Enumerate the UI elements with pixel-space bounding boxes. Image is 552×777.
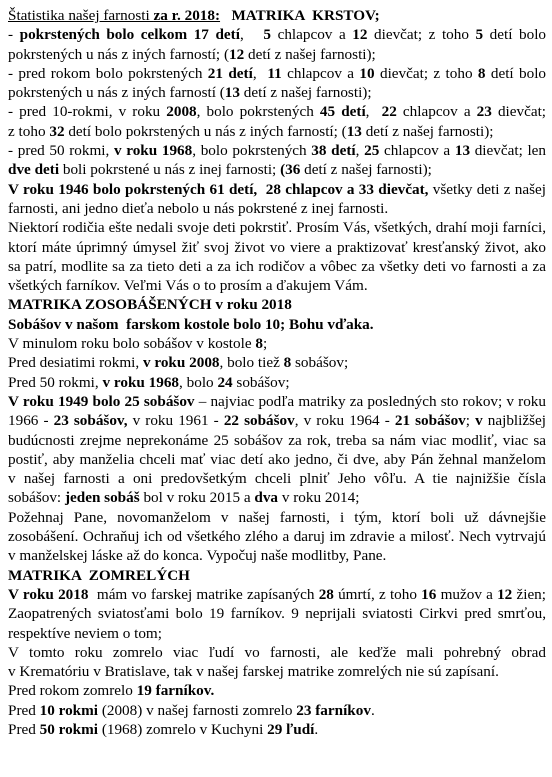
text-line — [8, 431, 546, 450]
text-line — [8, 566, 546, 585]
text-span: detí bolo pokrstených u nás z iných farností; ( — [64, 122, 347, 140]
text-span: Požehnaj Pane, novomanželom v našej farnosti, i tým, ktorí boli už dávnejšie — [8, 508, 546, 526]
text-span: v — [475, 412, 483, 430]
text-span: pokrstených bolo celkom 17 detí — [19, 26, 240, 44]
text-line — [8, 334, 546, 353]
text-line — [8, 315, 546, 334]
text-span: , — [355, 142, 365, 160]
text-span: v roku 1968 — [113, 142, 193, 160]
text-span: 8 — [477, 64, 486, 82]
text-span: 22 — [381, 103, 397, 121]
text-span: z toho — [8, 122, 50, 140]
text-span: v roku 1968 — [102, 373, 180, 391]
text-span: 12 — [497, 585, 513, 603]
text-span: dievčat; z toho — [374, 64, 478, 82]
text-span: dievčat; len — [470, 142, 547, 160]
text-span: - pred rokom bolo pokrstených — [8, 64, 208, 82]
text-span: 23 farníkov — [296, 701, 371, 719]
text-span: pokrstených u nás z iných farností; ( — [8, 45, 230, 63]
text-line — [8, 585, 546, 604]
text-line — [8, 6, 546, 25]
text-span: 38 detí — [311, 142, 356, 160]
text-span: detí bolo — [485, 64, 547, 82]
text-span: Pred — [8, 720, 40, 738]
text-line — [8, 295, 546, 314]
text-span: respektíve neviem o tom; — [8, 624, 162, 642]
text-line — [8, 180, 546, 199]
text-line — [8, 604, 546, 623]
text-span: detí z našej farnosti); — [239, 84, 372, 102]
text-span: V tomto roku zomrelo viac ľudí vo farnosti, ale keďže mali pohrebný obrad — [8, 643, 546, 661]
text-span: 10 rokmi — [39, 701, 99, 719]
text-span: v našej farnosti a oni predovšetkým chceli plniť Jeho vôľu. A tie najnižšie čísla — [8, 470, 546, 488]
text-span: (2008) v našej farnosti zomrelo — [98, 701, 297, 719]
text-span: 21 sobášov — [394, 412, 466, 430]
text-span: Pred 50 rokmi, — [8, 373, 103, 391]
text-line — [8, 643, 546, 662]
text-line — [8, 83, 546, 102]
text-span: V roku 2018 — [8, 585, 89, 603]
text-span: MATRIKA ZOMRELÝCH — [8, 566, 190, 584]
text-line — [8, 102, 546, 121]
text-span: 12 — [352, 26, 368, 44]
text-line — [8, 624, 546, 643]
text-span: 5 — [263, 26, 272, 44]
text-span: - pred 10-rokmi, v roku — [8, 103, 167, 121]
text-line — [8, 701, 546, 720]
text-span: jeden sobáš — [64, 489, 140, 507]
text-span: za r. 2018: — [153, 7, 221, 24]
text-line — [8, 527, 546, 546]
text-span: 24 — [217, 373, 233, 391]
text-span: dve deti — [8, 161, 60, 179]
text-span: V roku 1949 bolo 25 sobášov — [8, 392, 195, 410]
text-span: všetkých farníkov. Veľmi Vás o to prosím a ďakujem Vám. — [8, 277, 368, 295]
text-span: dva — [254, 489, 279, 507]
text-span: ; — [465, 412, 476, 430]
text-span: (1968) zomrelo v Kuchyni — [98, 720, 268, 738]
text-span: v roku 1961 - — [127, 412, 224, 430]
text-span: 2008 — [166, 103, 197, 121]
text-span: žien; — [512, 585, 546, 603]
text-span: - — [8, 26, 20, 44]
text-span: 22 sobášov — [223, 412, 295, 430]
text-line — [8, 681, 546, 700]
text-line — [8, 122, 546, 141]
text-span: - pred 50 rokmi, — [8, 142, 114, 160]
text-span: detí z našej farnosti); — [244, 45, 376, 63]
text-span: detí z našej farnosti); — [300, 161, 432, 179]
text-span: 13 — [224, 84, 240, 102]
text-span: mám vo farskej matrike zapísaných — [88, 585, 319, 603]
text-span: detí z našej farnosti); — [361, 122, 494, 140]
text-span: Zaopatrených sviatosťami bolo 19 farníkov. 9 neprijali sviatosti Cirkvi pred smrťou, — [8, 605, 546, 623]
text-line — [8, 469, 546, 488]
text-line — [8, 353, 546, 372]
text-span: sobášov; — [232, 373, 290, 391]
text-span: pokrstených u nás z iných farností ( — [8, 84, 225, 102]
text-span: dievčat; — [491, 103, 547, 121]
text-span: Niektorí rodičia ešte nedali svoje deti pokrstiť. Prosím Vás, všetkých, drahí moji farníci, — [8, 219, 546, 237]
text-line — [8, 160, 546, 179]
text-span: 21 detí — [207, 64, 253, 82]
text-span: 10 — [359, 64, 375, 82]
text-span: 13 — [454, 142, 471, 160]
text-span: 23 — [476, 103, 492, 121]
text-span: , v roku 1964 - — [294, 412, 395, 430]
text-span: , — [365, 103, 382, 121]
text-span: Pred desiatimi rokmi, — [8, 354, 143, 372]
text-line — [8, 141, 546, 160]
text-span: v roku 2014; — [278, 489, 360, 507]
text-span: 8 — [255, 335, 263, 353]
text-span: sobášov: — [8, 489, 65, 507]
text-line — [8, 64, 546, 83]
text-span: 1966 - — [8, 412, 54, 430]
text-span: úmrtí, z toho — [333, 585, 422, 603]
text-span: mužov a — [436, 585, 498, 603]
text-span: budúcnosti zrejme neprekonáme 25 sobášov za rok, treba sa nám viac modliť, viac sa — [8, 431, 546, 449]
text-line — [8, 276, 546, 295]
text-span: chlapcov a — [379, 142, 455, 160]
text-span: V roku 1946 bolo pokrstených 61 detí, 28 chlapcov a 33 dievčat, — [8, 180, 429, 198]
text-line — [8, 450, 546, 469]
text-span: , bolo — [179, 373, 218, 391]
text-span: Štatistika našej farnosti — [8, 7, 154, 24]
text-span: 45 detí — [319, 103, 366, 121]
text-span: , — [239, 26, 264, 44]
text-line — [8, 238, 546, 257]
text-span: 29 ľudí — [267, 720, 315, 738]
text-span: postiť, aby manželia chceli mať viac detí ako jedno, či dve, aby Pán žehnal manželom — [8, 450, 546, 468]
text-span: 19 farníkov. — [136, 682, 215, 700]
text-line — [8, 662, 546, 681]
text-span: najbližšej — [482, 412, 546, 430]
text-span: v roku 2008 — [142, 354, 220, 372]
text-span: 23 sobášov, — [53, 412, 128, 430]
text-span: Pred — [8, 701, 40, 719]
text-span: 28 — [318, 585, 334, 603]
text-span: 8 — [283, 354, 292, 372]
text-span: 12 — [229, 45, 245, 63]
text-span: dievčat; z toho — [367, 26, 476, 44]
text-span: V minulom roku bolo sobášov v kostole — [8, 335, 256, 353]
text-span: chlapcov a — [271, 26, 353, 44]
text-span: . — [370, 701, 375, 719]
text-span: – najviac podľa matriky za posledných sto rokov; v roku — [194, 392, 546, 410]
text-span: zosobášení. Ochraňuj ich od všetkého zlého a daruj im zdravie a milosť. Nech vytrvajú — [8, 528, 546, 546]
text-span: Pred rokom zomrelo — [8, 682, 137, 700]
text-span: , — [252, 64, 268, 82]
text-span: MATRIKA KRSTOV; — [220, 7, 380, 24]
text-span: Sobášov v našom farskom kostole bolo 10; Bohu vďaka. — [8, 315, 374, 333]
text-line — [8, 508, 546, 527]
text-span: 11 — [267, 64, 282, 82]
text-span: 50 rokmi — [39, 720, 99, 738]
text-line — [8, 720, 546, 739]
text-span: všetky deti z našej — [428, 180, 546, 198]
text-line — [8, 411, 546, 430]
text-line — [8, 218, 546, 237]
text-span: , bolo tiež — [219, 354, 284, 372]
text-span: sa patrí, modlite sa za tieto deti a za ich rodičov a vôbec za všetky deti vo farnosti a za — [8, 257, 546, 275]
text-line — [8, 45, 546, 64]
text-span: 25 — [364, 142, 380, 160]
text-span: sobášov; — [291, 354, 349, 372]
text-span: . — [314, 720, 319, 738]
text-span: ; — [262, 335, 268, 353]
text-span: 5 — [475, 26, 484, 44]
text-span: chlapcov a — [281, 64, 360, 82]
text-line — [8, 25, 546, 44]
text-span: 32 — [49, 122, 65, 140]
text-span: , bolo pokrstených — [196, 103, 320, 121]
text-span — [154, 7, 221, 24]
text-span: chlapcov a — [396, 103, 477, 121]
text-line — [8, 488, 546, 507]
text-span: (36 — [280, 161, 301, 179]
text-span: detí bolo — [483, 26, 547, 44]
text-line — [8, 392, 546, 411]
text-line — [8, 373, 546, 392]
text-line — [8, 199, 546, 218]
text-line — [8, 546, 546, 565]
text-span: farnosti, ani jedno dieťa nebolo u nás pokrstené z inej farnosti. — [8, 199, 389, 217]
text-span: v manželskej láske až do konca. Vypočuj naše modlitby, Pane. — [8, 547, 387, 565]
text-span: MATRIKA ZOSOBÁŠENÝCH v roku 2018 — [8, 296, 292, 314]
text-span: ktorí máte úprimný úmysel žiť svoj život vo viere a praktizovať kresťanský život, ako — [8, 238, 546, 256]
text-span: 13 — [346, 122, 362, 140]
text-span: , bolo pokrstených — [192, 142, 312, 160]
text-line — [8, 257, 546, 276]
text-span: bol v roku 2015 a — [139, 489, 255, 507]
text-span: boli pokrstené u nás z inej farnosti; — [59, 161, 281, 179]
text-span: 16 — [421, 585, 437, 603]
text-span: v Krematóriu v Bratislave, tak v našej farskej matrike zomrelých nie sú zapísaní. — [8, 663, 499, 681]
